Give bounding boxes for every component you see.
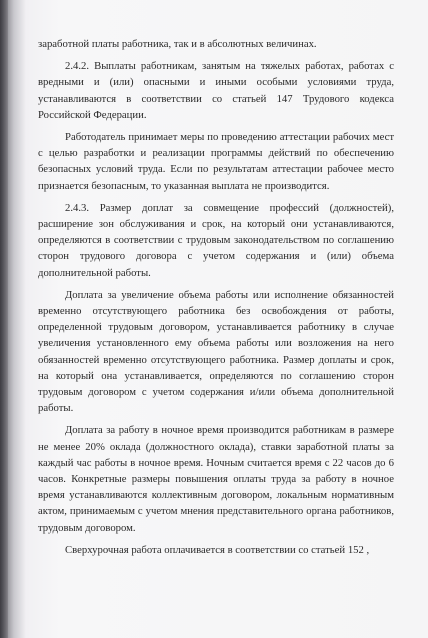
binding-shadow [0,0,8,638]
paragraph: заработной платы работника, так и в абсолютных величинах. [38,38,317,50]
paragraph: Доплата за увеличение объема работы или исполнение обязанностей временно отсутствующего работника без освобождения от работы, определенной трудовым договором, устанавливается работнику в случае увеличения установленного ему объема работы или возложения на него обязанностей временно отсутствующего работника. Размер доплаты и срок, на который она устанавливается, определяются по соглашению сторон трудовым договором с учетом содержания и/или объема дополнительной работы. [38,288,394,415]
paragraph: Сверхурочная работа оплачивается в соответствии со статьей 152 , [65,543,370,556]
paragraph: 2.4.3. Размер доплат за совмещение профессий (должностей), расширение зон обслуживания и срок, на который они устанавливаются, определяются в соответствии с трудовым законодательством по соглашению сторон трудового договора с учетом содержания и (или) объема дополнительной работы. [38,201,394,279]
document-text [38,36,394,558]
paragraph: 2.4.2. Выплаты работникам, занятым на тяжелых работах, работах с вредными и (или) опасными и иными особыми условиями труда, устанавливаются в соответствии со статьей 147 Трудового кодекса Российской Федерации. [38,60,394,121]
paragraph: Работодатель принимает меры по проведению аттестации рабочих мест с целью разработки и реализации программы действий по обеспечению безопасных условий труда. Если по результатам аттестации рабочее место признается безопасным, то указанная выплата не производится. [38,131,394,192]
paragraph: Доплата за работу в ночное время производится работникам в размере не менее 20% оклада (должностного оклада), ставки заработной платы за каждый час работы в ночное время. Ночным считается время с 22 часов до 6 часов. Конкретные размеры повышения оплаты труда за работу в ночное время устанавливаются коллективным договором, локальным нормативным актом, принимаемым с учетом мнения представительного органа работников, трудовым договором. [38,424,394,534]
